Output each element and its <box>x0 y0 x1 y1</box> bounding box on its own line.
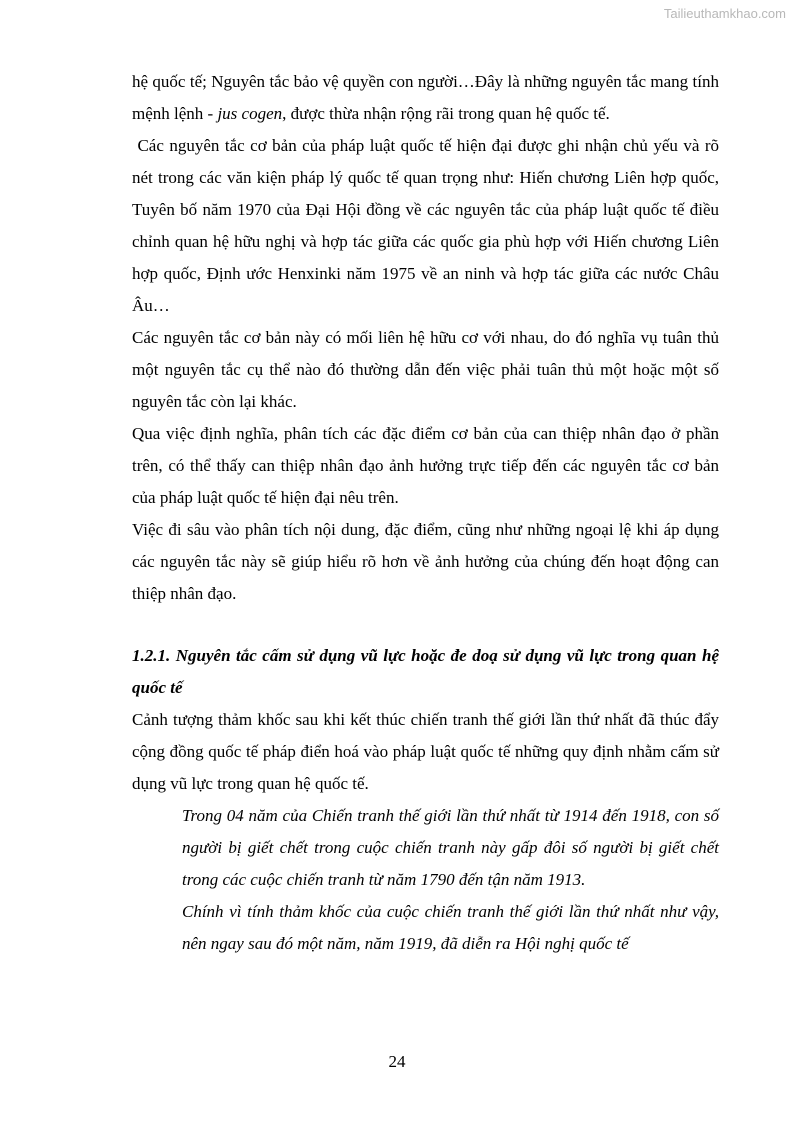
paragraph-1 <box>132 66 719 130</box>
quote-paragraph-2: Chính vì tính thảm khốc của cuộc chiến tranh thế giới lần thứ nhất như vậy, nên ngay sau đó một năm, năm 1919, đã diễn ra Hội nghị quốc tế <box>182 902 719 953</box>
section-paragraph: Cảnh tượng thảm khốc sau khi kết thúc chiến tranh thế giới lần thứ nhất đã thúc đẩy cộng đồng quốc tế pháp điển hoá vào pháp luật quốc tế những quy định nhằm cấm sử dụng vũ lực trong quan hệ quốc tế. <box>132 710 719 793</box>
paragraph-5: Việc đi sâu vào phân tích nội dung, đặc điểm, cũng như những ngoại lệ khi áp dụng các nguyên tắc này sẽ giúp hiểu rõ hơn về ảnh hưởng của chúng đến hoạt động can thiệp nhân đạo. <box>132 520 719 603</box>
paragraph-1-text-b: , được thừa nhận rộng rãi trong quan hệ quốc tế. <box>282 104 610 123</box>
section-heading: 1.2.1. Nguyên tắc cấm sử dụng vũ lực hoặc đe doạ sử dụng vũ lực trong quan hệ quốc tế <box>132 646 719 697</box>
page-number: 24 <box>388 1052 406 1071</box>
paragraph-1-term: jus cogen <box>217 104 283 123</box>
watermark: Tailieuthamkhao.com <box>663 6 786 21</box>
quote-paragraph-1: Trong 04 năm của Chiến tranh thế giới lần thứ nhất từ 1914 đến 1918, con số người bị giết chết trong cuộc chiến tranh này gấp đôi số người bị giết chết trong các cuộc chiến tranh từ năm 1790 đến tận năm 1913. <box>182 806 719 889</box>
paragraph-1-text-a: hệ quốc tế; Nguyên tắc bảo vệ quyền con người…Đây là những nguyên tắc mang tính mệnh lệnh - <box>132 72 719 123</box>
paragraph-2: Các nguyên tắc cơ bản của pháp luật quốc tế hiện đại được ghi nhận chủ yếu và rõ nét trong các văn kiện pháp lý quốc tế quan trọng như: Hiến chương Liên hợp quốc, Tuyên bố năm 1970 của Đại Hội đồng về các nguyên tắc của pháp luật quốc tế điều chỉnh quan hệ hữu nghị và hợp tác giữa các quốc gia phù hợp với Hiến chương Liên hợp quốc, Định ước Henxinki năm 1975 về an ninh và hợp tác giữa các nước Châu Âu… <box>132 136 724 315</box>
paragraph-3: Các nguyên tắc cơ bản này có mối liên hệ hữu cơ với nhau, do đó nghĩa vụ tuân thủ một nguyên tắc cụ thể nào đó thường dẫn đến việc phải tuân thủ một hoặc một số nguyên tắc còn lại khác. <box>132 328 719 411</box>
paragraph-4: Qua việc định nghĩa, phân tích các đặc điểm cơ bản của can thiệp nhân đạo ở phần trên, có thể thấy can thiệp nhân đạo ảnh hưởng trực tiếp đến các nguyên tắc cơ bản của pháp luật quốc tế hiện đại nêu trên. <box>132 424 719 507</box>
page-body <box>132 66 724 960</box>
